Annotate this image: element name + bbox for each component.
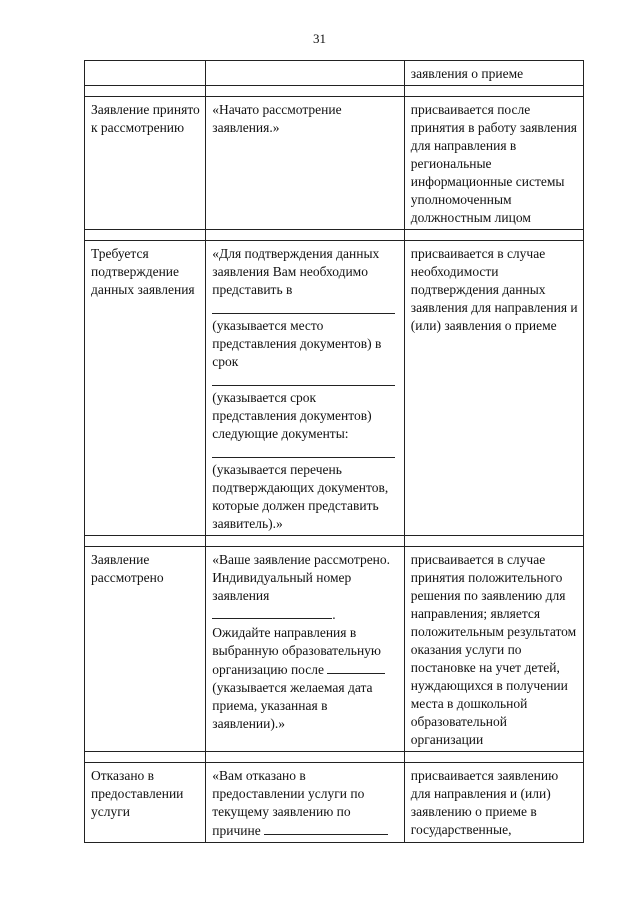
separator-cell (85, 230, 206, 241)
status-message (206, 763, 405, 843)
table-row (85, 241, 584, 536)
message-text: (указывается желаемая дата приема, указанная в заявлении).» (212, 680, 373, 731)
blank-line (264, 821, 388, 835)
separator-cell (404, 86, 583, 97)
message-text: «Для подтверждения данных заявления Вам необходимо представить в (212, 246, 380, 297)
blank-line (212, 299, 399, 317)
separator-cell (206, 752, 405, 763)
status-description: присваивается в случае необходимости подтверждения данных заявления для направления и (или) заявления о приеме (404, 241, 583, 536)
message-text: Ожидайте направления в выбранную образовательную организацию после (212, 625, 382, 677)
separator-cell (404, 230, 583, 241)
separator-cell (404, 536, 583, 547)
separator-cell (85, 752, 206, 763)
table-row (85, 547, 584, 752)
message-text: (указывается перечень подтверждающих документов, которые должен представить заявитель).» (212, 462, 389, 531)
row-separator (85, 752, 584, 763)
status-name: Отказано в предоставлении услуги (85, 763, 206, 843)
separator-cell (85, 536, 206, 547)
table-cell: заявления о приеме (404, 61, 583, 86)
message-text: (указывается место представления документов) в срок (212, 318, 382, 369)
blank-line (212, 371, 399, 389)
row-separator (85, 86, 584, 97)
separator-cell (404, 752, 583, 763)
blank-line (212, 605, 332, 619)
message-text: «Ваше заявление рассмотрено. Индивидуальный номер заявления (212, 552, 391, 603)
blank-line (212, 443, 399, 461)
status-name: Заявление рассмотрено (85, 547, 206, 752)
message-text: «Вам отказано в предоставлении услуги по текущему заявлению по причине (212, 768, 365, 838)
row-separator (85, 230, 584, 241)
message-text: . (332, 607, 336, 622)
status-description: присваивается в случае принятия положительного решения по заявлению для направления; является положительным результатом оказания услуги по постановке на учет детей, нуждающихся в получении места в дошкольной образовательной организации (404, 547, 583, 752)
status-table (84, 60, 584, 843)
status-message (206, 547, 405, 752)
table-cell (206, 61, 405, 86)
row-separator (85, 536, 584, 547)
status-description: присваивается заявлению для направления и (или) заявлению о приеме в государственные, (404, 763, 583, 843)
table-row (85, 763, 584, 843)
status-name: Заявление принято к рассмотрению (85, 97, 206, 230)
status-description: присваивается после принятия в работу заявления для направления в региональные информационные системы уполномоченным должностным лицом (404, 97, 583, 230)
separator-cell (206, 536, 405, 547)
status-message (206, 241, 405, 536)
page-number: 31 (313, 31, 326, 46)
message-text: (указывается срок представления документов) следующие документы: (212, 390, 372, 441)
table-row (85, 97, 584, 230)
separator-cell (85, 86, 206, 97)
blank-line (327, 660, 385, 674)
status-message: «Начато рассмотрение заявления.» (206, 97, 405, 230)
separator-cell (206, 230, 405, 241)
status-name: Требуется подтверждение данных заявления (85, 241, 206, 536)
table-row (85, 61, 584, 86)
separator-cell (206, 86, 405, 97)
table-cell (85, 61, 206, 86)
